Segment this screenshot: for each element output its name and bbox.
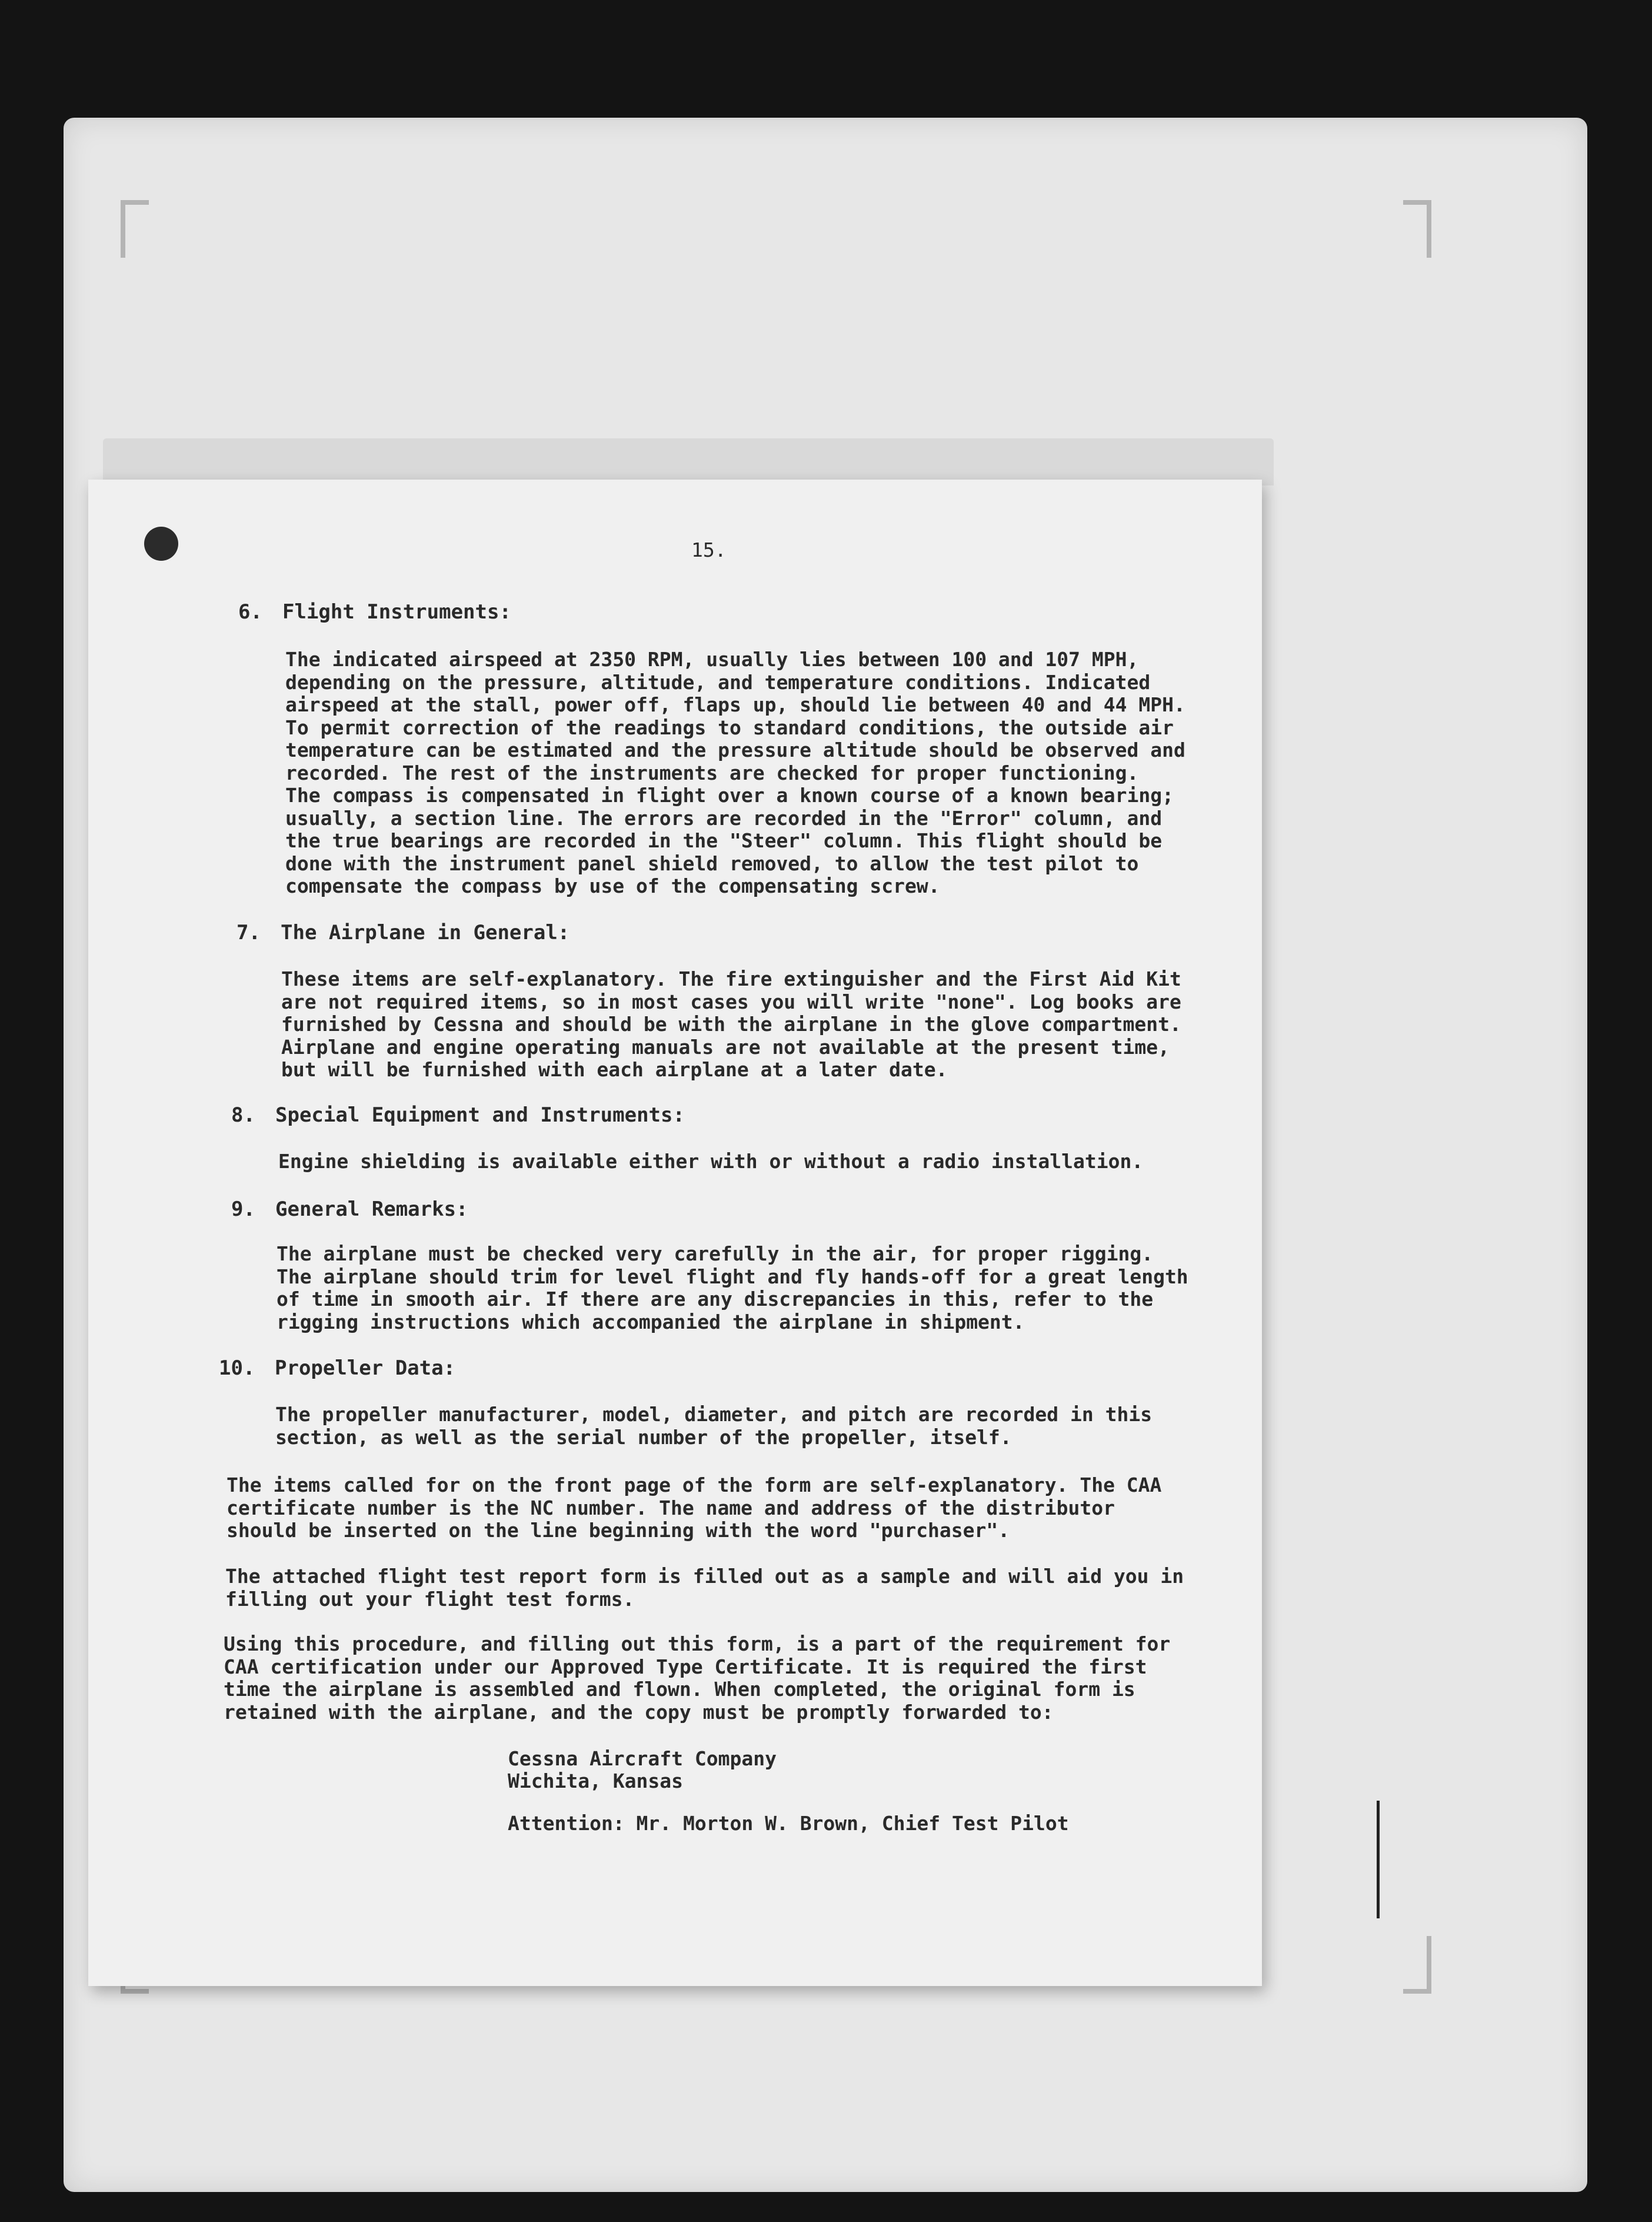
section-number: 6. [238,600,262,624]
section-body-7: These items are self-explanatory. The fire extinguisher and the First Aid Kit are not required items, so in most cases you will write "none". Log books are furnished by Cessna and should be with the airplane in the glove compartment. Airplane and engine operating manuals are not available at the present time, but will be furnished with each airplane at a later date. [281,967,1181,1081]
crop-mark-top-right [1403,200,1431,258]
section-body-9: The airplane must be checked very carefully in the air, for proper rigging. The airplane should trim for level flight and fly hands-off for a great length of time in smooth air. If there are any discrepancies in this, refer to the rigging instructions which accompanied the airplane in shipment. [277,1242,1188,1333]
section-body-8: Engine shielding is available either with or without a radio installation. [278,1150,1144,1173]
margin-line [1377,1801,1380,1918]
section-heading-7 [237,921,569,944]
section-number: 10. [219,1356,255,1380]
address-attention: Attention: Mr. Morton W. Brown, Chief Test Pilot [508,1812,1069,1835]
section-number: 9. [231,1198,255,1221]
section-title: General Remarks: [275,1198,468,1221]
crop-mark-bottom-right [1403,1936,1431,1994]
punch-hole [144,527,178,561]
crop-mark-top-left [121,200,149,258]
section-number: 8. [231,1103,255,1127]
section-title: Special Equipment and Instruments: [275,1103,685,1127]
page-number: 15. [691,538,727,561]
section-heading-10 [219,1356,455,1380]
section-title: Flight Instruments: [282,600,511,624]
section-heading-8 [231,1103,685,1127]
section-heading-9 [231,1198,468,1221]
closing-paragraph-2: The attached flight test report form is filled out as a sample and will aid you in filling out your flight test forms. [225,1565,1184,1611]
typed-document-page [88,480,1262,1986]
address-city: Wichita, Kansas [508,1769,684,1792]
section-title: The Airplane in General: [281,921,570,944]
section-number: 7. [237,921,261,944]
section-body-6: The indicated airspeed at 2350 RPM, usually lies between 100 and 107 MPH, depending on the pressure, altitude, and temperature conditions. Indicated airspeed at the stall, power off, flaps up, should lie between 40 and 44 MPH. To permit correction of the readings to standard conditions, the outside air temperature can be estimated and the pressure altitude should be observed and recorded. The rest of the instruments are checked for proper functioning. The compass is compensated in flight over a known course of a known bearing; usually, a section line. The errors are recorded in the "Error" column, and the true bearings are recorded in the "Steer" column. This flight should be done with the instrument panel shield removed, to allow the test pilot to compensate the compass by use of the compensating screw. [285,648,1185,897]
address-company: Cessna Aircraft Company [508,1747,777,1770]
section-title: Propeller Data: [275,1356,456,1380]
section-body-10: The propeller manufacturer, model, diameter, and pitch are recorded in this section, as well as the serial number of the propeller, itself. [275,1403,1153,1449]
closing-paragraph-3: Using this procedure, and filling out this form, is a part of the requirement for CAA certification under our Approved Type Certificate. It is required the first time the airplane is assembled and flown. When completed, the original form is retained with the airplane, and the copy must be promptly forwarded to: [224,1632,1171,1724]
sheet-curl [103,438,1274,485]
closing-paragraph-1: The items called for on the front page of the form are self-explanatory. The CAA certificate number is the NC number. The name and address of the distributor should be inserted on the line beginning with the word "purchaser". [227,1473,1162,1542]
section-heading-6 [238,600,511,624]
